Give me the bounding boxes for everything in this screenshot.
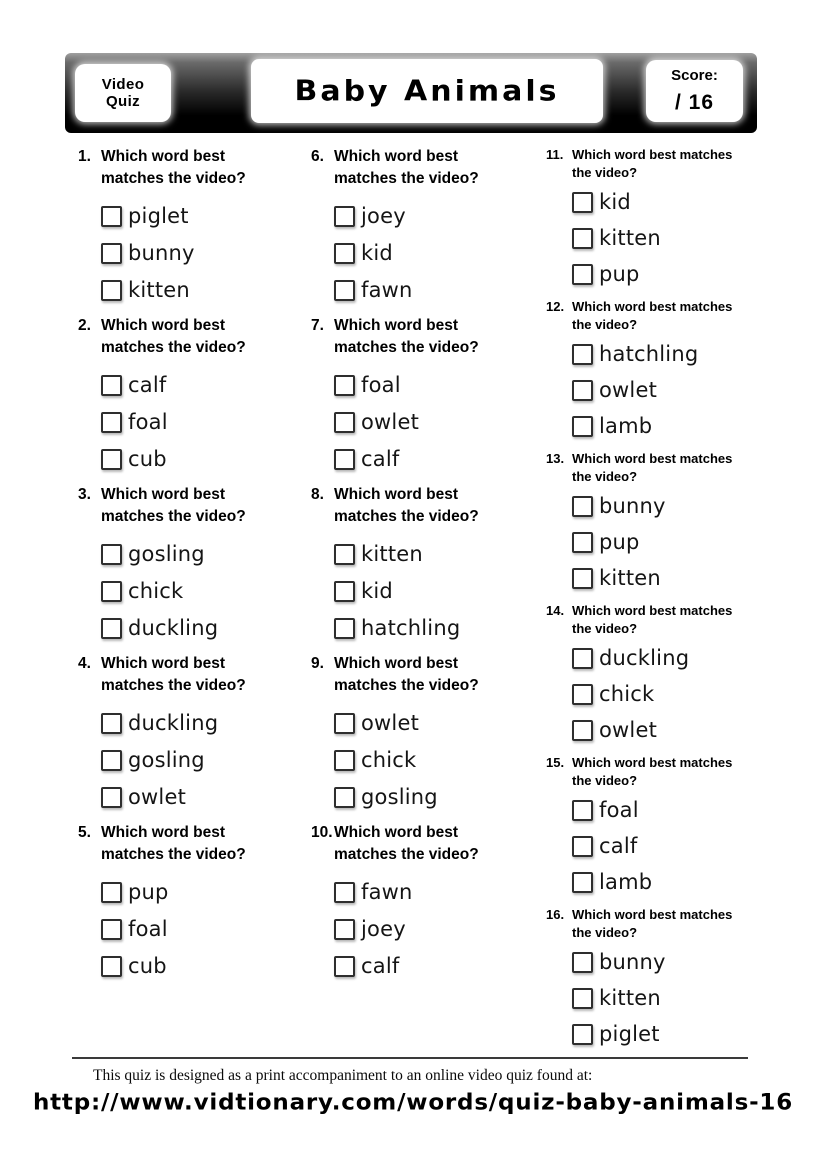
- answer-label: cub: [128, 954, 167, 978]
- question-block: [546, 146, 758, 286]
- question-number: 5.: [78, 824, 91, 841]
- answer-label: calf: [599, 834, 638, 858]
- answer-checkbox[interactable]: [334, 412, 355, 433]
- score-value: / 16: [674, 91, 715, 114]
- answer-checkbox[interactable]: [334, 243, 355, 264]
- answer-label: pup: [599, 530, 640, 554]
- answer-checkbox[interactable]: [334, 787, 355, 808]
- question-options: [311, 880, 546, 978]
- question-block: [311, 484, 546, 640]
- question-prompt-line: Which word best: [101, 317, 225, 334]
- answer-option[interactable]: [572, 342, 758, 366]
- question-block: [311, 315, 546, 471]
- answer-option[interactable]: [572, 682, 758, 706]
- answer-checkbox[interactable]: [572, 192, 593, 213]
- answer-label: kid: [361, 241, 393, 265]
- answer-checkbox[interactable]: [101, 618, 122, 639]
- question-head: [78, 822, 311, 866]
- answer-option[interactable]: [334, 616, 546, 640]
- question-block: [546, 754, 758, 894]
- answer-option[interactable]: [334, 785, 546, 809]
- question-prompt: [334, 146, 479, 190]
- answer-option[interactable]: [572, 494, 758, 518]
- answer-checkbox[interactable]: [334, 956, 355, 977]
- page-title: Baby Animals: [294, 74, 560, 108]
- answer-option[interactable]: [572, 950, 758, 974]
- answer-label: bunny: [128, 241, 195, 265]
- question-options: [311, 542, 546, 640]
- answer-label: foal: [128, 410, 168, 434]
- question-head: [546, 906, 758, 942]
- question-options: [78, 880, 311, 978]
- question-number: 6.: [311, 148, 324, 165]
- question-prompt: [572, 450, 732, 486]
- answer-option[interactable]: [572, 718, 758, 742]
- answer-option[interactable]: [572, 834, 758, 858]
- question-number: 3.: [78, 486, 91, 503]
- answer-option[interactable]: [101, 373, 311, 397]
- question-head: [546, 602, 758, 638]
- question-prompt-line: matches the video?: [101, 170, 246, 187]
- answer-option[interactable]: [334, 954, 546, 978]
- score-box: [646, 60, 743, 122]
- answer-label: owlet: [361, 410, 420, 434]
- answer-checkbox[interactable]: [101, 713, 122, 734]
- answer-checkbox[interactable]: [101, 375, 122, 396]
- answer-option[interactable]: [334, 579, 546, 603]
- answer-option[interactable]: [334, 241, 546, 265]
- question-number: 2.: [78, 317, 91, 334]
- answer-option[interactable]: [572, 870, 758, 894]
- question-prompt-line: Which word best: [334, 824, 458, 841]
- answer-option[interactable]: [334, 204, 546, 228]
- answer-option[interactable]: [101, 711, 311, 735]
- answer-option[interactable]: [101, 880, 311, 904]
- answer-checkbox[interactable]: [334, 750, 355, 771]
- question-head: [546, 754, 758, 790]
- answer-option[interactable]: [101, 579, 311, 603]
- answer-label: piglet: [599, 1022, 660, 1046]
- question-number: 8.: [311, 486, 324, 503]
- question-options: [78, 373, 311, 471]
- question-options: [546, 342, 758, 438]
- question-head: [311, 822, 546, 866]
- question-options: [546, 950, 758, 1046]
- question-prompt: [572, 906, 732, 942]
- answer-checkbox[interactable]: [101, 243, 122, 264]
- answer-option[interactable]: [101, 447, 311, 471]
- answer-label: joey: [361, 917, 406, 941]
- answer-option[interactable]: [572, 1022, 758, 1046]
- question-prompt-line: matches the video?: [334, 339, 479, 356]
- question-prompt-line: Which word best: [334, 655, 458, 672]
- answer-option[interactable]: [572, 798, 758, 822]
- page-footer: [0, 1057, 826, 1116]
- question-prompt-line: Which word best matches: [572, 299, 733, 314]
- answer-checkbox[interactable]: [572, 836, 593, 857]
- answer-option[interactable]: [101, 241, 311, 265]
- answer-checkbox[interactable]: [334, 919, 355, 940]
- question-prompt-line: Which word best: [101, 655, 225, 672]
- question-block: [78, 822, 311, 978]
- video-quiz-badge-line2: Quiz: [105, 93, 141, 110]
- answer-label: kitten: [599, 986, 661, 1010]
- question-number: 11.: [546, 147, 564, 162]
- question-head: [78, 484, 311, 528]
- answer-option[interactable]: [101, 616, 311, 640]
- question-prompt: [334, 484, 479, 528]
- answer-label: foal: [361, 373, 401, 397]
- question-prompt-line: matches the video?: [101, 677, 246, 694]
- answer-label: foal: [599, 798, 639, 822]
- answer-label: owlet: [361, 711, 420, 735]
- answer-option[interactable]: [334, 373, 546, 397]
- question-number: 7.: [311, 317, 324, 334]
- answer-option[interactable]: [572, 414, 758, 438]
- question-prompt: [572, 602, 732, 638]
- question-head: [78, 146, 311, 190]
- answer-checkbox[interactable]: [101, 787, 122, 808]
- question-block: [78, 653, 311, 809]
- question-prompt-line: matches the video?: [334, 170, 479, 187]
- answer-label: owlet: [599, 378, 658, 402]
- answer-option[interactable]: [572, 190, 758, 214]
- question-options: [546, 190, 758, 286]
- answer-option[interactable]: [572, 226, 758, 250]
- question-options: [78, 204, 311, 302]
- answer-checkbox[interactable]: [572, 344, 593, 365]
- video-quiz-badge: [75, 64, 171, 122]
- answer-label: pup: [128, 880, 169, 904]
- question-prompt-line: Which word best matches: [572, 147, 733, 162]
- answer-checkbox[interactable]: [572, 568, 593, 589]
- question-prompt-line: the video?: [572, 469, 638, 484]
- answer-label: lamb: [599, 870, 653, 894]
- answer-option[interactable]: [101, 748, 311, 772]
- answer-checkbox[interactable]: [101, 882, 122, 903]
- questions-area: [78, 146, 758, 1058]
- answer-label: hatchling: [361, 616, 461, 640]
- answer-option[interactable]: [101, 278, 311, 302]
- question-prompt: [101, 315, 246, 359]
- answer-label: duckling: [128, 711, 219, 735]
- question-head: [546, 298, 758, 334]
- question-prompt-line: the video?: [572, 317, 638, 332]
- question-number: 16.: [546, 907, 565, 922]
- question-number: 10.: [311, 824, 333, 841]
- answer-checkbox[interactable]: [334, 206, 355, 227]
- answer-checkbox[interactable]: [334, 581, 355, 602]
- question-head: [546, 146, 758, 182]
- question-block: [78, 146, 311, 302]
- quiz-title-box: [251, 59, 603, 123]
- answer-label: duckling: [599, 646, 690, 670]
- answer-label: kitten: [599, 566, 661, 590]
- question-prompt-line: the video?: [572, 165, 638, 180]
- answer-option[interactable]: [572, 986, 758, 1010]
- answer-checkbox[interactable]: [572, 1024, 593, 1045]
- question-block: [546, 298, 758, 438]
- answer-label: owlet: [128, 785, 187, 809]
- answer-label: chick: [361, 748, 417, 772]
- answer-checkbox[interactable]: [334, 713, 355, 734]
- answer-label: pup: [599, 262, 640, 286]
- question-prompt-line: matches the video?: [334, 508, 479, 525]
- answer-option[interactable]: [572, 262, 758, 286]
- answer-option[interactable]: [334, 917, 546, 941]
- question-number: 15.: [546, 755, 565, 770]
- question-prompt: [572, 298, 732, 334]
- answer-checkbox[interactable]: [572, 380, 593, 401]
- answer-checkbox[interactable]: [572, 264, 593, 285]
- answer-option[interactable]: [101, 917, 311, 941]
- answer-checkbox[interactable]: [334, 618, 355, 639]
- answer-checkbox[interactable]: [334, 449, 355, 470]
- score-label: Score:: [671, 67, 718, 84]
- answer-option[interactable]: [572, 646, 758, 670]
- question-prompt: [101, 822, 246, 866]
- answer-option[interactable]: [334, 410, 546, 434]
- question-block: [546, 602, 758, 742]
- answer-checkbox[interactable]: [572, 648, 593, 669]
- answer-label: joey: [361, 204, 406, 228]
- answer-label: hatchling: [599, 342, 699, 366]
- question-prompt-line: Which word best matches: [572, 755, 733, 770]
- answer-option[interactable]: [334, 278, 546, 302]
- answer-checkbox[interactable]: [572, 228, 593, 249]
- footer-url[interactable]: http://www.vidtionary.com/words/quiz-baby-animals-16: [32, 1090, 794, 1116]
- question-number: 12.: [546, 299, 565, 314]
- answer-label: fawn: [361, 880, 413, 904]
- answer-checkbox[interactable]: [101, 750, 122, 771]
- question-options: [311, 711, 546, 809]
- question-options: [311, 204, 546, 302]
- answer-checkbox[interactable]: [572, 496, 593, 517]
- answer-label: bunny: [599, 494, 666, 518]
- question-block: [311, 822, 546, 978]
- footer-divider: [72, 1057, 748, 1059]
- question-prompt-line: Which word best: [101, 486, 225, 503]
- answer-label: chick: [128, 579, 184, 603]
- question-prompt-line: Which word best matches: [572, 907, 733, 922]
- answer-option[interactable]: [572, 566, 758, 590]
- answer-checkbox[interactable]: [572, 988, 593, 1009]
- answer-checkbox[interactable]: [572, 684, 593, 705]
- answer-checkbox[interactable]: [101, 956, 122, 977]
- answer-label: calf: [361, 447, 400, 471]
- answer-checkbox[interactable]: [101, 544, 122, 565]
- question-options: [311, 373, 546, 471]
- question-prompt-line: Which word best: [101, 824, 225, 841]
- question-options: [78, 542, 311, 640]
- question-prompt: [334, 653, 479, 697]
- answer-label: bunny: [599, 950, 666, 974]
- answer-label: gosling: [128, 748, 205, 772]
- answer-label: fawn: [361, 278, 413, 302]
- answer-label: owlet: [599, 718, 658, 742]
- answer-label: kitten: [128, 278, 190, 302]
- question-number: 13.: [546, 451, 565, 466]
- answer-option[interactable]: [572, 378, 758, 402]
- question-prompt-line: Which word best matches: [572, 451, 733, 466]
- question-prompt-line: matches the video?: [101, 846, 246, 863]
- answer-label: calf: [128, 373, 167, 397]
- answer-label: piglet: [128, 204, 189, 228]
- question-head: [546, 450, 758, 486]
- question-prompt-line: Which word best: [334, 486, 458, 503]
- question-prompt-line: Which word best: [334, 148, 458, 165]
- answer-checkbox[interactable]: [334, 280, 355, 301]
- answer-option[interactable]: [101, 954, 311, 978]
- question-column-1: [78, 146, 311, 1058]
- answer-label: gosling: [128, 542, 205, 566]
- answer-option[interactable]: [101, 785, 311, 809]
- question-block: [311, 653, 546, 809]
- answer-label: kitten: [599, 226, 661, 250]
- answer-checkbox[interactable]: [101, 449, 122, 470]
- answer-checkbox[interactable]: [572, 872, 593, 893]
- question-number: 9.: [311, 655, 324, 672]
- answer-option[interactable]: [101, 410, 311, 434]
- answer-option[interactable]: [572, 530, 758, 554]
- answer-label: lamb: [599, 414, 653, 438]
- answer-label: kid: [599, 190, 631, 214]
- answer-checkbox[interactable]: [101, 919, 122, 940]
- question-prompt-line: the video?: [572, 621, 638, 636]
- answer-checkbox[interactable]: [334, 544, 355, 565]
- answer-checkbox[interactable]: [572, 720, 593, 741]
- answer-checkbox[interactable]: [101, 581, 122, 602]
- answer-checkbox[interactable]: [572, 532, 593, 553]
- question-prompt-line: matches the video?: [334, 846, 479, 863]
- answer-option[interactable]: [334, 542, 546, 566]
- answer-label: duckling: [128, 616, 219, 640]
- answer-label: calf: [361, 954, 400, 978]
- question-head: [311, 653, 546, 697]
- question-number: 14.: [546, 603, 565, 618]
- question-number: 4.: [78, 655, 91, 672]
- question-prompt-line: the video?: [572, 773, 638, 788]
- question-head: [311, 484, 546, 528]
- question-prompt-line: matches the video?: [101, 339, 246, 356]
- answer-option[interactable]: [334, 748, 546, 772]
- answer-checkbox[interactable]: [101, 280, 122, 301]
- answer-label: foal: [128, 917, 168, 941]
- question-prompt: [101, 484, 246, 528]
- question-prompt-line: Which word best: [334, 317, 458, 334]
- footer-note: This quiz is designed as a print accompaniment to an online video quiz found at:: [93, 1067, 593, 1084]
- answer-checkbox[interactable]: [101, 412, 122, 433]
- question-options: [546, 494, 758, 590]
- answer-checkbox[interactable]: [101, 206, 122, 227]
- question-block: [78, 315, 311, 471]
- question-options: [546, 646, 758, 742]
- question-options: [78, 711, 311, 809]
- answer-checkbox[interactable]: [572, 416, 593, 437]
- answer-option[interactable]: [334, 711, 546, 735]
- question-prompt: [334, 315, 479, 359]
- question-block: [311, 146, 546, 302]
- question-number: 1.: [78, 148, 91, 165]
- question-head: [78, 653, 311, 697]
- video-quiz-badge-line1: Video: [101, 76, 145, 93]
- question-prompt-line: the video?: [572, 925, 638, 940]
- question-block: [546, 450, 758, 590]
- question-block: [546, 906, 758, 1046]
- question-prompt-line: matches the video?: [101, 508, 246, 525]
- answer-option[interactable]: [101, 204, 311, 228]
- question-prompt: [334, 822, 479, 866]
- question-column-3: [546, 146, 758, 1058]
- question-prompt-line: Which word best matches: [572, 603, 733, 618]
- answer-checkbox[interactable]: [334, 375, 355, 396]
- question-prompt-line: matches the video?: [334, 677, 479, 694]
- question-head: [311, 146, 546, 190]
- answer-checkbox[interactable]: [334, 882, 355, 903]
- question-prompt: [572, 754, 732, 790]
- answer-option[interactable]: [334, 447, 546, 471]
- answer-label: kitten: [361, 542, 423, 566]
- question-prompt: [572, 146, 732, 182]
- question-prompt: [101, 146, 246, 190]
- question-options: [546, 798, 758, 894]
- answer-option[interactable]: [101, 542, 311, 566]
- question-column-2: [311, 146, 546, 1058]
- question-block: [78, 484, 311, 640]
- question-prompt-line: Which word best: [101, 148, 225, 165]
- question-prompt: [101, 653, 246, 697]
- answer-option[interactable]: [334, 880, 546, 904]
- question-head: [78, 315, 311, 359]
- quiz-header-bar: [65, 53, 757, 133]
- question-head: [311, 315, 546, 359]
- answer-label: kid: [361, 579, 393, 603]
- answer-label: chick: [599, 682, 655, 706]
- answer-label: gosling: [361, 785, 438, 809]
- answer-checkbox[interactable]: [572, 800, 593, 821]
- answer-checkbox[interactable]: [572, 952, 593, 973]
- answer-label: cub: [128, 447, 167, 471]
